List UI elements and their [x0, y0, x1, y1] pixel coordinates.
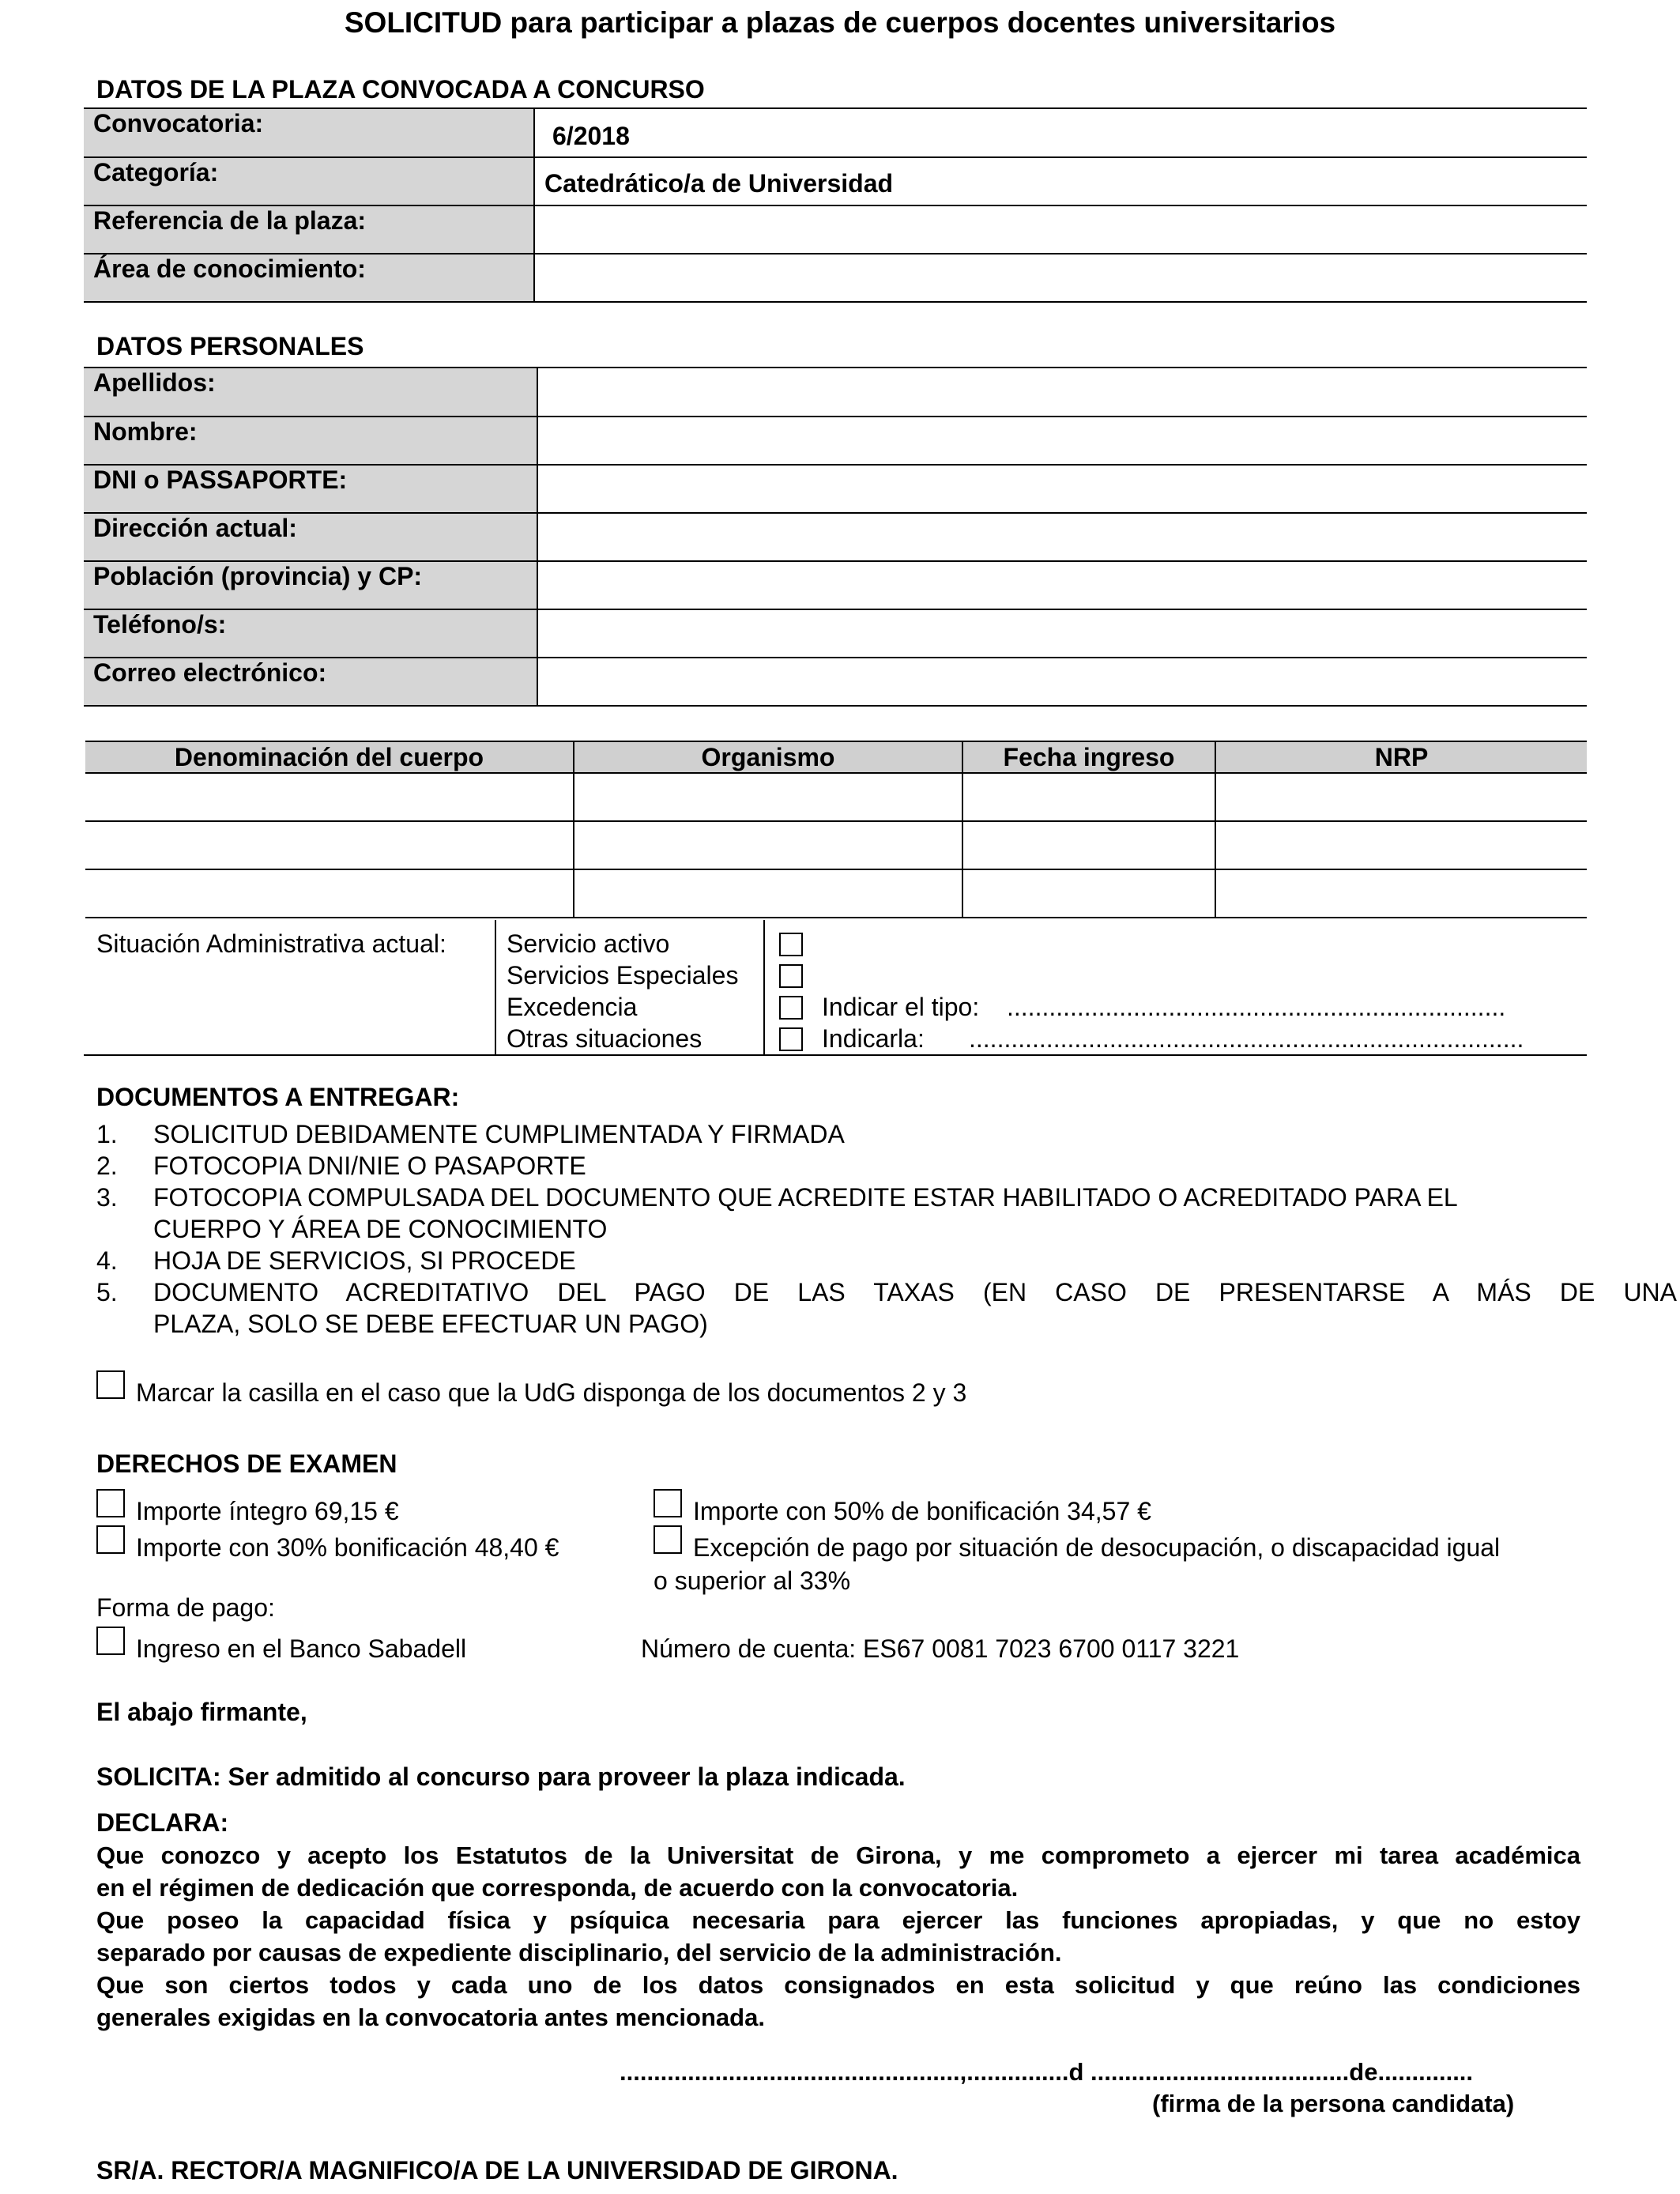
- excepcion-pago-label-cont: o superior al 33%: [654, 1566, 851, 1595]
- table-cell[interactable]: [85, 869, 574, 918]
- cuenta-label: Número de cuenta: ES67 0081 7023 6700 0117 3221: [641, 1634, 1240, 1663]
- field-label: Dirección actual:: [84, 513, 537, 561]
- field-label: Convocatoria:: [84, 109, 534, 157]
- table-row: [85, 821, 1587, 869]
- table-cell[interactable]: [85, 773, 574, 821]
- referencia-field[interactable]: [534, 205, 1587, 254]
- table-cell[interactable]: [1215, 821, 1587, 869]
- item-number: 1.: [96, 1120, 118, 1148]
- item-text: CUERPO Y ÁREA DE CONOCIMIENTO: [153, 1215, 608, 1243]
- documentos-heading: DOCUMENTOS A ENTREGAR:: [96, 1083, 460, 1111]
- declara-paragraph: generales exigidas en la convocatoria antes mencionada.: [96, 2004, 765, 2031]
- table-cell[interactable]: [962, 869, 1215, 918]
- personal-heading: DATOS PERSONALES: [96, 332, 364, 360]
- categoria-value[interactable]: Catedrático/a de Universidad: [534, 157, 1587, 205]
- otras-field[interactable]: ...............................................................................: [969, 1024, 1524, 1053]
- correo-field[interactable]: [537, 658, 1587, 706]
- table-row: [85, 773, 1587, 821]
- declara-heading: DECLARA:: [96, 1808, 229, 1837]
- table-cell[interactable]: [85, 821, 574, 869]
- table-cell[interactable]: [1215, 869, 1587, 918]
- table-row: [85, 869, 1587, 918]
- situacion-label: Situación Administrativa actual:: [96, 929, 446, 958]
- field-label: Población (provincia) y CP:: [84, 561, 537, 609]
- docs-udg-label: Marcar la casilla en el caso que la UdG disponga de los documentos 2 y 3: [136, 1378, 967, 1407]
- derechos-heading: DERECHOS DE EXAMEN: [96, 1449, 397, 1478]
- item-number: 5.: [96, 1278, 118, 1306]
- item-text: PLAZA, SOLO SE DEBE EFECTUAR UN PAGO): [153, 1310, 708, 1338]
- forma-pago-label: Forma de pago:: [96, 1593, 275, 1622]
- servicios-especiales-checkbox[interactable]: [779, 964, 803, 988]
- item-text: HOJA DE SERVICIOS, SI PROCEDE: [153, 1246, 576, 1275]
- declara-paragraph: Que conozco y acepto los Estatutos de la Universitat de Girona, y me comprometo a ejercer mi tarea académica: [96, 1842, 1580, 1869]
- declara-paragraph: Que poseo la capacidad física y psíquica necesaria para ejercer las funciones apropiadas, y que no estoy: [96, 1906, 1580, 1934]
- item-text: SOLICITUD DEBIDAMENTE CUMPLIMENTADA Y FIRMADA: [153, 1120, 845, 1148]
- excedencia-note: Indicar el tipo:: [822, 993, 980, 1021]
- option-servicio-activo: Servicio activo: [507, 929, 670, 958]
- option-servicios-especiales: Servicios Especiales: [507, 961, 739, 990]
- solicita-text: SOLICITA: Ser admitido al concurso para proveer la plaza indicada.: [96, 1762, 906, 1791]
- banco-label: Ingreso en el Banco Sabadell: [136, 1634, 467, 1663]
- table-cell[interactable]: [574, 773, 962, 821]
- nombre-field[interactable]: [537, 417, 1587, 465]
- excedencia-checkbox[interactable]: [779, 996, 803, 1020]
- importe-30-label: Importe con 30% bonificación 48,40 €: [136, 1533, 559, 1562]
- item-text: FOTOCOPIA COMPULSADA DEL DOCUMENTO QUE ACREDITE ESTAR HABILITADO O ACREDITADO PARA EL: [153, 1183, 1458, 1212]
- item-number: 2.: [96, 1152, 118, 1180]
- declara-paragraph: en el régimen de dedicación que corresponda, de acuerdo con la convocatoria.: [96, 1874, 1019, 1902]
- apellidos-field[interactable]: [537, 368, 1587, 417]
- table-cell[interactable]: [574, 821, 962, 869]
- table-cell[interactable]: [962, 821, 1215, 869]
- excedencia-tipo-field[interactable]: .......................................................................: [1007, 993, 1506, 1021]
- field-label: Apellidos:: [84, 368, 537, 417]
- poblacion-field[interactable]: [537, 561, 1587, 609]
- col-header: Denominación del cuerpo: [85, 741, 574, 773]
- field-label: Categoría:: [84, 157, 534, 205]
- item-number: 4.: [96, 1246, 118, 1275]
- importe-integro-checkbox[interactable]: [96, 1489, 125, 1517]
- col-header: Organismo: [574, 741, 962, 773]
- option-otras: Otras situaciones: [507, 1024, 703, 1053]
- docs-udg-checkbox[interactable]: [96, 1370, 125, 1399]
- item-number: 3.: [96, 1183, 118, 1212]
- area-field[interactable]: [534, 254, 1587, 302]
- situacion-bottom-rule: [84, 1054, 1587, 1056]
- cuerpo-table: [85, 741, 1587, 918]
- direccion-field[interactable]: [537, 513, 1587, 561]
- importe-50-checkbox[interactable]: [654, 1489, 682, 1517]
- personal-table: [84, 368, 1587, 707]
- plaza-heading: DATOS DE LA PLAZA CONVOCADA A CONCURSO: [96, 75, 705, 104]
- date-place-line[interactable]: ..................................................,...............d ......................................de..............: [620, 2058, 1474, 2086]
- firma-caption: (firma de la persona candidata): [1152, 2090, 1515, 2117]
- firmante-text: El abajo firmante,: [96, 1698, 307, 1726]
- col-header: NRP: [1215, 741, 1587, 773]
- rector-address: SR/A. RECTOR/A MAGNIFICO/A DE LA UNIVERSIDAD DE GIRONA.: [96, 2156, 898, 2185]
- field-label: Área de conocimiento:: [84, 254, 534, 302]
- servicio-activo-checkbox[interactable]: [779, 933, 803, 956]
- otras-checkbox[interactable]: [779, 1027, 803, 1051]
- item-text: FOTOCOPIA DNI/NIE O PASAPORTE: [153, 1152, 586, 1180]
- declara-paragraph: separado por causas de expediente disciplinario, del servicio de la administración.: [96, 1939, 1062, 1966]
- option-excedencia: Excedencia: [507, 993, 638, 1021]
- field-label: Nombre:: [84, 417, 537, 465]
- plaza-table: [84, 109, 1587, 303]
- declara-paragraph: Que son ciertos todos y cada uno de los datos consignados en esta solicitud y que reúno las condiciones: [96, 1971, 1580, 1999]
- banco-checkbox[interactable]: [96, 1627, 125, 1655]
- field-label: Teléfono/s:: [84, 609, 537, 658]
- situacion-divider: [763, 920, 765, 1054]
- field-label: Referencia de la plaza:: [84, 205, 534, 254]
- telefono-field[interactable]: [537, 609, 1587, 658]
- field-label: DNI o PASSAPORTE:: [84, 465, 537, 513]
- importe-50-label: Importe con 50% de bonificación 34,57 €: [693, 1497, 1151, 1525]
- col-header: Fecha ingreso: [962, 741, 1215, 773]
- excepcion-pago-checkbox[interactable]: [654, 1525, 682, 1554]
- situacion-divider: [495, 920, 496, 1054]
- importe-30-checkbox[interactable]: [96, 1525, 125, 1554]
- importe-integro-label: Importe íntegro 69,15 €: [136, 1497, 399, 1525]
- page-title: SOLICITUD para participar a plazas de cuerpos docentes universitarios: [344, 6, 1336, 39]
- table-cell[interactable]: [962, 773, 1215, 821]
- table-cell[interactable]: [574, 869, 962, 918]
- table-cell[interactable]: [1215, 773, 1587, 821]
- convocatoria-value[interactable]: 6/2018: [534, 109, 1587, 157]
- excepcion-pago-label: Excepción de pago por situación de desocupación, o discapacidad igual: [693, 1533, 1501, 1562]
- item-text: DOCUMENTO ACREDITATIVO DEL PAGO DE LAS TAXAS (EN CASO DE PRESENTARSE A MÁS DE UNA: [153, 1278, 1677, 1306]
- field-label: Correo electrónico:: [84, 658, 537, 706]
- otras-note: Indicarla:: [822, 1024, 925, 1053]
- dni-field[interactable]: [537, 465, 1587, 513]
